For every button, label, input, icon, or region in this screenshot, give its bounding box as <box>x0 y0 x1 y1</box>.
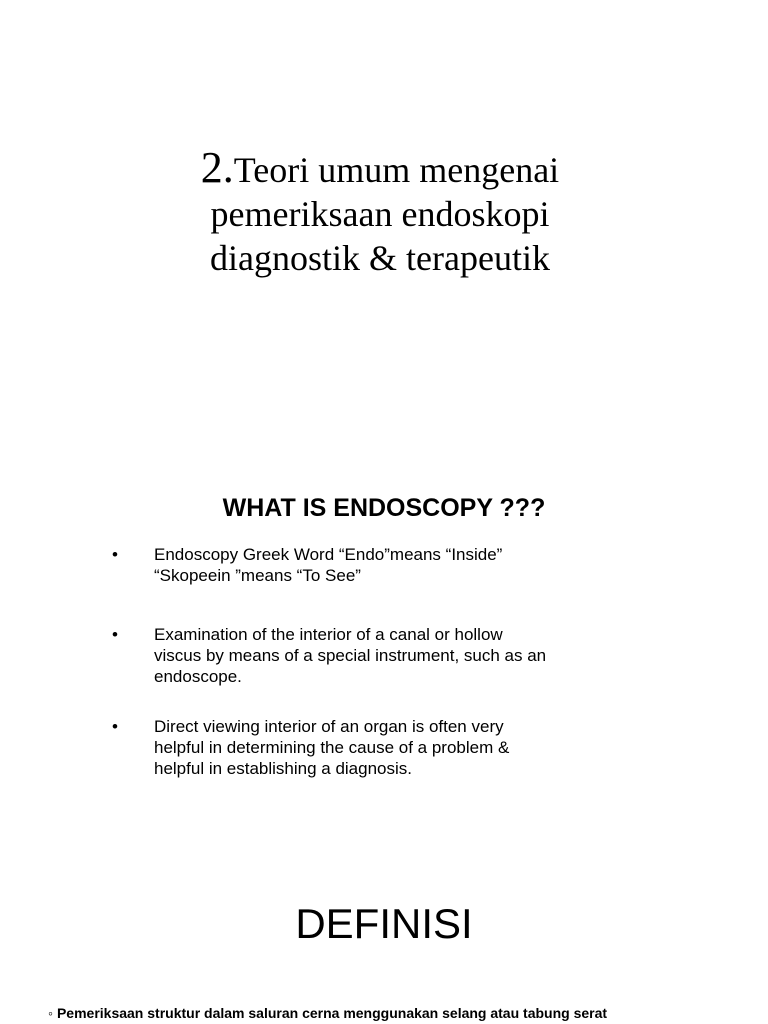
slide-title-number: 2. <box>200 143 234 192</box>
bullet-dot: • <box>112 625 118 644</box>
slide-title-text-1: Teori umum mengenai <box>233 150 560 190</box>
definisi-heading: DEFINISI <box>295 900 473 947</box>
definisi-text: Pemeriksaan struktur dalam saluran cerna menggunakan selang atau tabung serat <box>56 1005 608 1021</box>
slide-title-line-1 <box>120 143 640 192</box>
bullet-dot: • <box>112 717 118 736</box>
bullet-ring: ◦ <box>48 1005 53 1021</box>
definisi-bullet <box>48 1003 768 1023</box>
slide-title-line-3: diagnostik & terapeutik <box>210 238 550 278</box>
bullet-text: Examination of the interior of a canal or hollow viscus by means of a special instrument, such as an endoscope. <box>154 625 547 686</box>
bullet-text: Direct viewing interior of an organ is often very helpful in determining the cause of a problem & helpful in establishing a diagnosis. <box>154 717 510 778</box>
slide-title <box>120 143 640 280</box>
slide-title-line-2: pemeriksaan endoskopi <box>210 194 550 234</box>
bullet-dot: • <box>112 545 118 564</box>
endoscopy-heading: WHAT IS ENDOSCOPY ??? <box>222 494 546 522</box>
bullet-text: Endoscopy Greek Word “Endo”means “Inside” “Skopeein ”means “To See” <box>154 545 503 585</box>
